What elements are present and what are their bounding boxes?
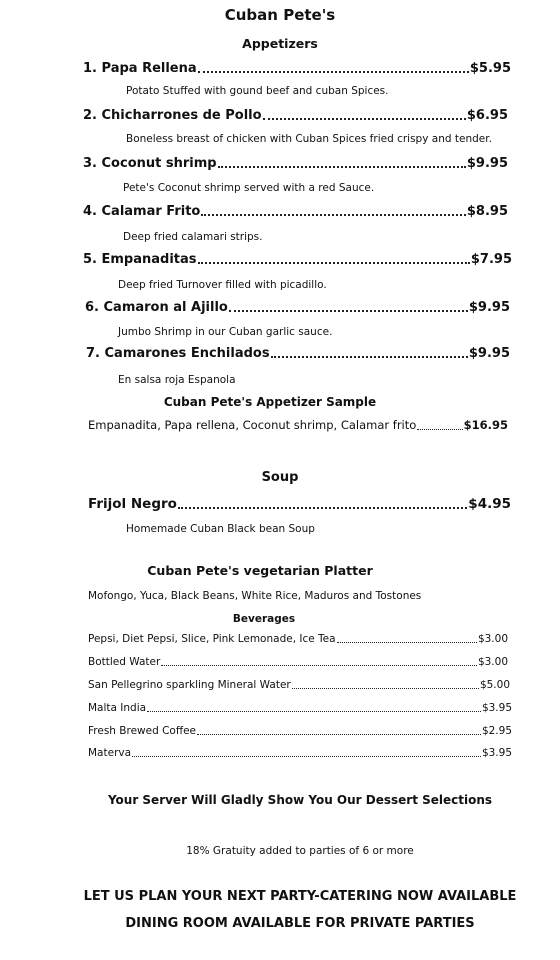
appetizer-sample-item bbox=[88, 418, 508, 432]
appetizers-heading: Appetizers bbox=[242, 36, 318, 51]
menu-item bbox=[85, 300, 510, 315]
appetizer-sample-heading: Cuban Pete's Appetizer Sample bbox=[163, 395, 377, 409]
item-price: $7.95 bbox=[470, 252, 512, 267]
dessert-note: Your Server Will Gladly Show You Our Dessert Selections bbox=[107, 793, 493, 807]
leader-dots bbox=[147, 711, 481, 712]
item-name: Bottled Water bbox=[88, 656, 161, 668]
beverage-item bbox=[88, 633, 508, 645]
menu-item bbox=[83, 252, 512, 267]
item-price: $8.95 bbox=[466, 204, 508, 219]
beverage-item bbox=[88, 725, 512, 737]
leader-dots bbox=[198, 71, 469, 73]
gratuity-note: 18% Gratuity added to parties of 6 or more bbox=[186, 845, 414, 857]
item-price: $4.95 bbox=[468, 496, 511, 512]
leader-dots bbox=[161, 665, 477, 666]
item-name: 5. Empanaditas bbox=[83, 252, 197, 267]
item-name: 4. Calamar Frito bbox=[83, 204, 201, 219]
item-name: Empanadita, Papa rellena, Coconut shrimp, Calamar frito bbox=[88, 418, 417, 432]
menu-item bbox=[83, 61, 511, 76]
beverage-item bbox=[88, 747, 512, 759]
vegetarian-heading: Cuban Pete's vegetarian Platter bbox=[147, 563, 373, 578]
item-price: $3.00 bbox=[477, 633, 508, 645]
private-parties-note: DINING ROOM AVAILABLE FOR PRIVATE PARTIES bbox=[125, 916, 475, 931]
leader-dots bbox=[198, 262, 470, 264]
menu-item bbox=[88, 496, 511, 512]
item-description: Deep fried Turnover filled with picadillo. bbox=[118, 279, 327, 291]
leader-dots bbox=[201, 214, 466, 216]
item-price: $3.00 bbox=[477, 656, 508, 668]
leader-dots bbox=[132, 756, 481, 757]
leader-dots bbox=[178, 507, 467, 509]
item-name: 6. Camaron al Ajillo bbox=[85, 300, 228, 315]
item-price: $3.95 bbox=[481, 747, 512, 759]
leader-dots bbox=[218, 166, 466, 168]
item-name: Malta India bbox=[88, 702, 147, 714]
item-name: San Pellegrino sparkling Mineral Water bbox=[88, 679, 291, 691]
item-name: Pepsi, Diet Pepsi, Slice, Pink Lemonade, Ice Tea bbox=[88, 633, 336, 645]
item-price: $16.95 bbox=[463, 418, 508, 432]
item-description: Potato Stuffed with gound beef and cuban Spices. bbox=[126, 85, 389, 97]
item-price: $2.95 bbox=[481, 725, 512, 737]
item-name: 1. Papa Rellena bbox=[83, 61, 197, 76]
item-description: Homemade Cuban Black bean Soup bbox=[126, 523, 315, 535]
item-description: Jumbo Shrimp in our Cuban garlic sauce. bbox=[118, 326, 333, 338]
item-price: $9.95 bbox=[466, 156, 508, 171]
item-name: 2. Chicharrones de Pollo bbox=[83, 108, 262, 123]
beverage-item bbox=[88, 702, 512, 714]
vegetarian-description: Mofongo, Yuca, Black Beans, White Rice, Maduros and Tostones bbox=[88, 590, 422, 602]
leader-dots bbox=[197, 734, 481, 735]
leader-dots bbox=[263, 118, 466, 120]
item-description: En salsa roja Espanola bbox=[118, 374, 236, 386]
item-name: 7. Camarones Enchilados bbox=[86, 346, 270, 361]
item-description: Boneless breast of chicken with Cuban Spices fried crispy and tender. bbox=[126, 133, 492, 145]
leader-dots bbox=[337, 642, 477, 643]
beverage-item bbox=[88, 656, 508, 668]
catering-note: LET US PLAN YOUR NEXT PARTY-CATERING NOW AVAILABLE bbox=[83, 889, 517, 904]
item-price: $9.95 bbox=[468, 300, 510, 315]
item-price: $5.00 bbox=[479, 679, 510, 691]
item-price: $6.95 bbox=[466, 108, 508, 123]
leader-dots bbox=[292, 688, 479, 689]
leader-dots bbox=[417, 429, 462, 430]
item-name: Materva bbox=[88, 747, 132, 759]
soup-heading: Soup bbox=[261, 470, 299, 485]
item-name: 3. Coconut shrimp bbox=[83, 156, 217, 171]
beverages-heading: Beverages bbox=[232, 613, 296, 625]
menu-item bbox=[83, 108, 508, 123]
item-name: Fresh Brewed Coffee bbox=[88, 725, 196, 737]
restaurant-title: Cuban Pete's bbox=[224, 6, 336, 24]
item-name: Frijol Negro bbox=[88, 496, 177, 512]
item-price: $5.95 bbox=[469, 61, 511, 76]
menu-item bbox=[86, 346, 510, 361]
leader-dots bbox=[271, 356, 468, 358]
item-description: Deep fried calamari strips. bbox=[123, 231, 263, 243]
menu-item bbox=[83, 156, 508, 171]
item-price: $3.95 bbox=[481, 702, 512, 714]
leader-dots bbox=[229, 310, 468, 312]
menu-item bbox=[83, 204, 508, 219]
item-description: Pete's Coconut shrimp served with a red Sauce. bbox=[123, 182, 375, 194]
beverage-item bbox=[88, 679, 510, 691]
item-price: $9.95 bbox=[468, 346, 510, 361]
